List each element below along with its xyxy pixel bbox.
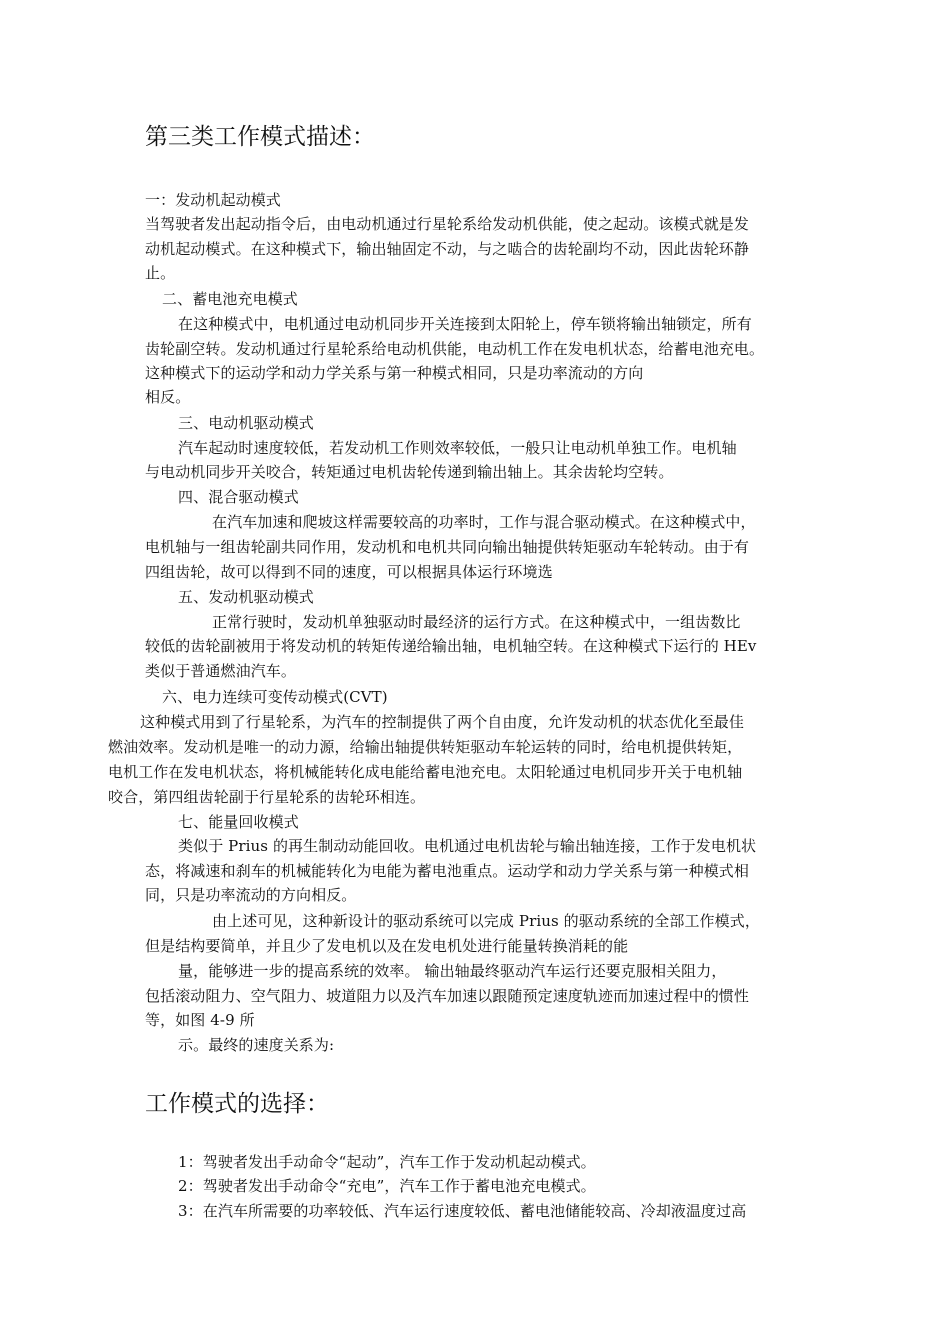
paragraph-line: 同，只是功率流动的方向相反。 [145,886,357,904]
paragraph-line: 态，将减速和刹车的机械能转化为电能为蓄电池重点。运动学和动力学关系与第一种模式相 [145,862,750,880]
mode-heading-6: 六、电力连续可变传动模式(CVT) [162,688,388,706]
paragraph-line: 但是结构要简单，并且少了发电机以及在发电机处进行能量转换消耗的能 [145,937,629,955]
section-heading: 工作模式的选择： [145,1091,329,1117]
paragraph-line: 四组齿轮，故可以得到不同的速度，可以根据具体运行环境选 [145,563,553,581]
mode-heading-4: 四、混合驱动模式 [178,488,299,506]
mode-heading-2: 二、蓄电池充电模式 [162,290,298,308]
paragraph-line: 类似于普通燃油汽车。 [145,662,297,680]
paragraph-line: 包括滚动阻力、空气阻力、坡道阻力以及汽车加速以跟随预定速度轨迹而加速过程中的惯性 [145,987,750,1005]
paragraph-line: 类似于 Prius 的再生制动动能回收。电机通过电机齿轮与输出轴连接，工作于发电机状 [178,837,757,855]
paragraph-line: 汽车起动时速度较低，若发动机工作则效率较低，一般只让电动机单独工作。电机轴 [178,439,737,457]
mode-heading-7: 七、能量回收模式 [178,813,299,831]
mode-heading-1: 一：发动机起动模式 [145,191,281,209]
list-item: 1：驾驶者发出手动命令“起动”，汽车工作于发动机起动模式。 [178,1153,596,1171]
mode-heading-5: 五、发动机驱动模式 [178,588,314,606]
list-item: 3：在汽车所需要的功率较低、汽车运行速度较低、蓄电池储能较高、冷却液温度过高 [178,1202,747,1220]
paragraph-line: 量，能够进一步的提高系统的效率。 输出轴最终驱动汽车运行还要克服相关阻力， [178,962,727,980]
paragraph-line: 等，如图 4-9 所 [145,1011,255,1029]
paragraph-line: 电机工作在发电机状态，将机械能转化成电能给蓄电池充电。太阳轮通过电机同步开关于电机轴 [108,763,743,781]
paragraph-line: 止。 [145,264,176,282]
paragraph-line: 当驾驶者发出起动指令后，由电动机通过行星轮系给发动机供能，使之起动。该模式就是发 [145,215,750,233]
paragraph-line: 咬合，第四组齿轮副于行星轮系的齿轮环相连。 [108,788,426,806]
paragraph-line: 电机轴与一组齿轮副共同作用，发动机和电机共同向输出轴提供转矩驱动车轮转动。由于有 [145,538,750,556]
paragraph-line: 与电动机同步开关咬合，转矩通过电机齿轮传递到输出轴上。其余齿轮均空转。 [145,463,674,481]
paragraph-line: 较低的齿轮副被用于将发动机的转矩传递给输出轴，电机轴空转。在这种模式下运行的 HEv [145,637,757,655]
paragraph-line: 齿轮副空转。发动机通过行星轮系给电动机供能，电动机工作在发电机状态，给蓄电池充电。 [145,340,765,358]
paragraph-line: 在汽车加速和爬坡这样需要较高的功率时，工作与混合驱动模式。在这种模式中， [212,513,756,531]
section-heading: 第三类工作模式描述： [145,124,375,150]
paragraph-line: 动机起动模式。在这种模式下，输出轴固定不动，与之啮合的齿轮副均不动，因此齿轮环静 [145,240,750,258]
paragraph-line: 这种模式下的运动学和动力学关系与第一种模式相同，只是功率流动的方向 [145,364,644,382]
paragraph-line: 在这种模式中，电机通过电动机同步开关连接到太阳轮上，停车锁将输出轴锁定，所有 [178,315,752,333]
paragraph-line: 相反。 [145,388,191,406]
paragraph-line: 这种模式用到了行星轮系，为汽车的控制提供了两个自由度，允许发动机的状态优化至最佳 [140,713,745,731]
mode-heading-3: 三、电动机驱动模式 [178,414,314,432]
paragraph-line: 燃油效率。发动机是唯一的动力源，给输出轴提供转矩驱动车轮运转的同时，给电机提供转矩， [108,738,743,756]
paragraph-line: 示。最终的速度关系为: [178,1036,335,1054]
paragraph-line: 由上述可见，这种新设计的驱动系统可以完成 Prius 的驱动系统的全部工作模式， [212,912,760,930]
list-item: 2：驾驶者发出手动命令“充电”，汽车工作于蓄电池充电模式。 [178,1177,596,1195]
paragraph-line: 正常行驶时，发动机单独驱动时最经济的运行方式。在这种模式中，一组齿数比 [212,613,741,631]
